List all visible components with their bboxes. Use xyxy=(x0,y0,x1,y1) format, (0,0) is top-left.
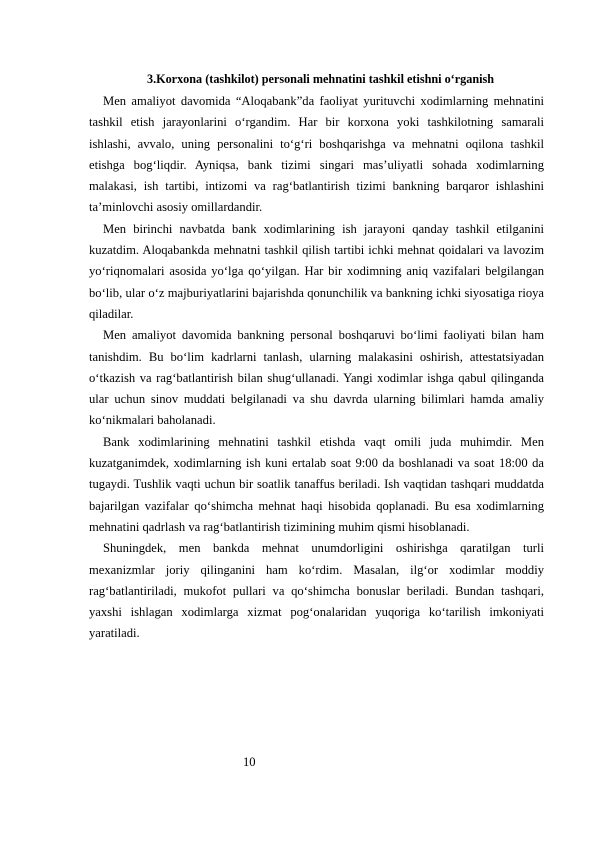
paragraph-1: Men amaliyot davomida “Aloqabank”da faoliyat yurituvchi xodimlarning mehnatini tashkil etish jarayonlarini o‘rgandim. Har bir korxona yoki tashkilotning samarali ishlashi, avvalo, uning personalini to‘g‘ri boshqarishga va mehnatni oqilona tashkil etishga bog‘liqdir. Ayniqsa, bank tizimi singari mas’uliyatli sohada xodimlarning malakasi, ish tartibi, intizomi va rag‘batlantirish tizimi bankning barqaror ishlashini ta’minlovchi asosiy omillardandir. xyxy=(89,94,544,215)
paragraph-4: Bank xodimlarining mehnatini tashkil etishda vaqt omili juda muhimdir. Men kuzatganimdek, xodimlarning ish kuni ertalab soat 9:00 da boshlanadi va soat 18:00 da tugaydi. Tushlik vaqti uchun bir soatlik tanaffus beriladi. Ish vaqtidan tashqari muddatda bajarilgan vazifalar qo‘shimcha mehnat haqi hisobida qoplanadi. Bu esa xodimlarning mehnatini qadrlash va rag‘batlantirish tizimining muhim qismi hisoblanadi. xyxy=(89,434,544,534)
paragraph-2: Men birinchi navbatda bank xodimlarining ish jarayoni qanday tashkil etilganini kuzatdim. Aloqabankda mehnatni tashkil qilish tartibi ichki mehnat qoidalari va lavozim yo‘riqnomalari asosida yo‘lga qo‘yilgan. Har bir xodimning aniq vazifalari belgilangan bo‘lib, ular o‘z majburiyatlarini bajarishda qonunchilik va bankning ichki siyosatiga rioya qiladilar. xyxy=(89,221,544,321)
document-page xyxy=(89,70,544,645)
paragraph-5: Shuningdek, men bankda mehnat unumdorligini oshirishga qaratilgan turli mexanizmlar joriy qilinganini ham ko‘rdim. Masalan, ilg‘or xodimlar moddiy rag‘batlantiriladi, mukofot pullari va qo‘shimcha bonuslar beriladi. Bundan tashqari, yaxshi ishlagan xodimlarga xizmat pog‘onalaridan yuqoriga ko‘tarilish imkoniyati yaratiladi. xyxy=(89,541,544,641)
page-number: 10 xyxy=(243,755,256,769)
paragraph-3: Men amaliyot davomida bankning personal boshqaruvi bo‘limi faoliyati bilan ham tanishdim. Bu bo‘lim kadrlarni tanlash, ularning malakasini oshirish, attestatsiyadan o‘tkazish va rag‘batlantirish bilan shug‘ullanadi. Yangi xodimlar ishga qabul qilinganda ular uchun sinov muddati belgilanadi va shu davrda ularning bilimlari hamda amaliy ko‘nikmalari baholanadi. xyxy=(89,328,544,428)
section-heading: 3.Korxona (tashkilot) personali mehnatini tashkil etishni o‘rganish xyxy=(146,72,495,86)
